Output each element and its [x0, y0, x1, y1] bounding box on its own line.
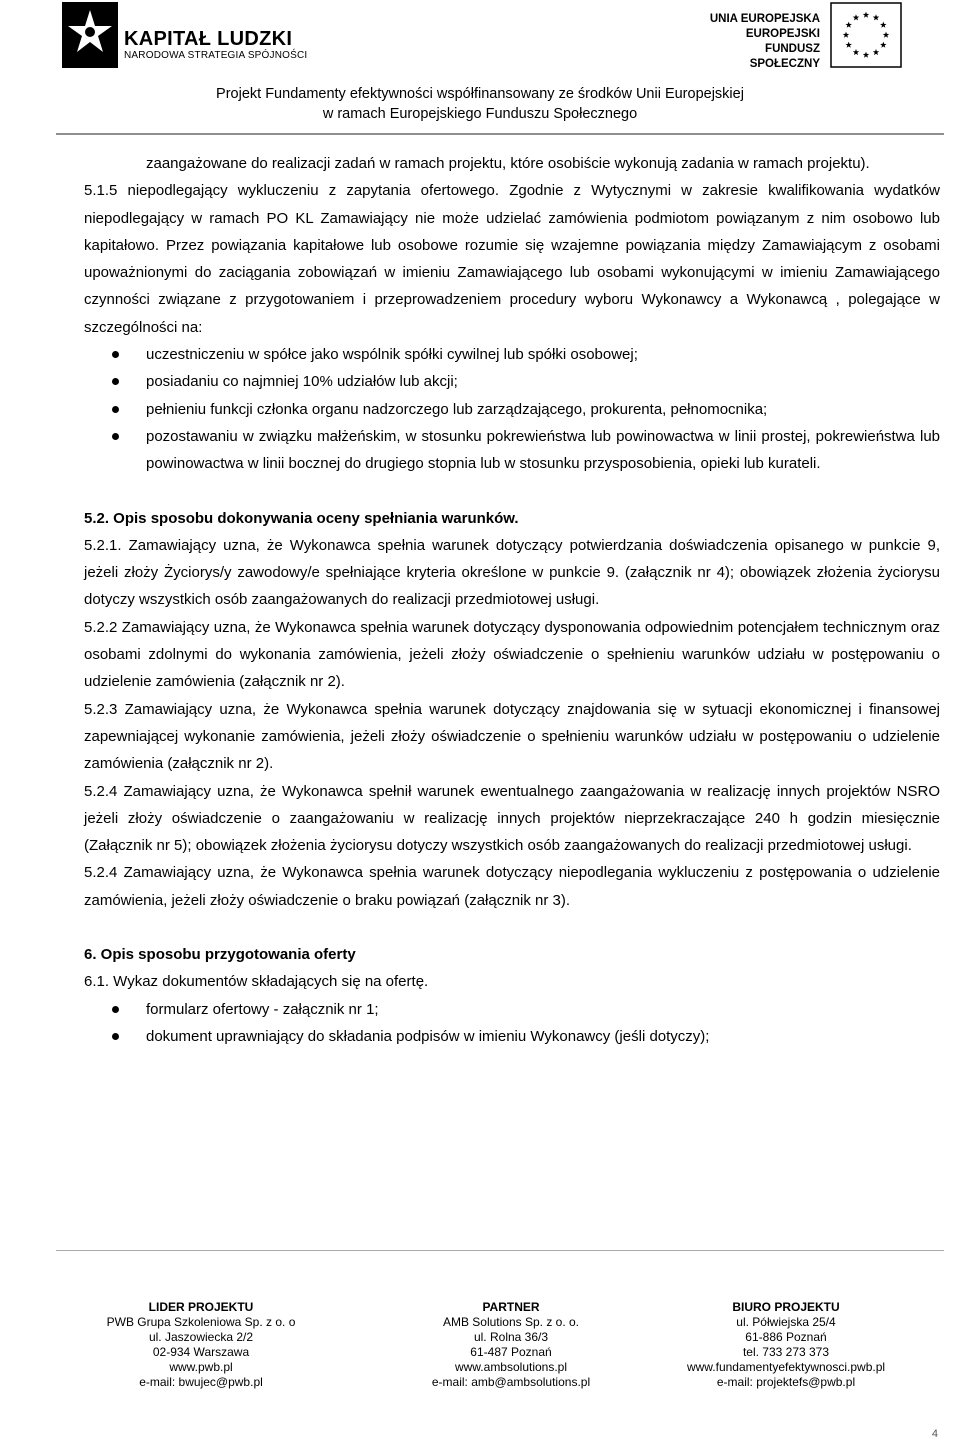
kapital-ludzki-text	[124, 28, 307, 62]
footer-email-link[interactable]: e-mail: amb@ambsolutions.pl	[431, 1375, 591, 1389]
footer-biuro-projektu	[676, 1300, 896, 1390]
footer-company: AMB Solutions Sp. z o. o.	[442, 1315, 580, 1329]
paragraph-5-2-1: 5.2.1. Zamawiający uzna, że Wykonawca spełnia warunek dotyczący potwierdzania doświadczenia opisanego w punkcie 9, jeżeli złoży Życiorys/y zawodowy/e spełniające kryteria określone w punkcie 9. (załącznik nr 4); obowiązek złożenia życiorysu dotyczy wszystkich osób zaangażowanych do realizacji przedmiotowej usługi.	[84, 536, 940, 609]
paragraph-continuation: zaangażowane do realizacji zadań w ramach projektu, które osobiście wykonują zadania w ramach projektu).	[146, 155, 870, 172]
footer-city: 61-487 Poznań	[470, 1345, 552, 1359]
footer-email-link[interactable]: e-mail: projektefs@pwb.pl	[716, 1375, 856, 1389]
footer-divider	[56, 1250, 944, 1251]
bullet-icon	[112, 433, 119, 440]
spacer	[84, 478, 940, 505]
footer-lider-projektu	[96, 1300, 306, 1390]
eu-flag-icon	[830, 2, 902, 68]
ue-line-3: FUNDUSZ SPOŁECZNY	[749, 43, 820, 70]
footer-website-link[interactable]: www.pwb.pl	[169, 1360, 233, 1374]
footer-street: ul. Półwiejska 25/4	[736, 1315, 836, 1329]
bullet-icon	[112, 351, 119, 358]
paragraph-6-1: 6.1. Wykaz dokumentów składających się na ofertę.	[84, 973, 429, 991]
footer-email-link[interactable]: e-mail: bwujec@pwb.pl	[139, 1375, 263, 1389]
kapital-ludzki-star-icon	[62, 2, 118, 68]
footer-city: 02-934 Warszawa	[152, 1345, 250, 1359]
list-item-text: uczestniczeniu w spółce jako wspólnik spółki cywilnej lub spółki osobowej;	[146, 346, 638, 364]
heading-6: 6. Opis sposobu przygotowania oferty	[84, 946, 356, 964]
bullet-icon	[112, 378, 119, 385]
paragraph-5-2-4-b: 5.2.4 Zamawiający uzna, że Wykonawca spełnia warunek dotyczący niepodlegania wykluczeniu z postępowania o udzielenie zamówienia, jeżeli złoży oświadczenie o braku powiązań (załącznik nr 3).	[84, 864, 940, 909]
paragraph-5-2-2: 5.2.2 Zamawiający uzna, że Wykonawca spełnia warunek dotyczący dysponowania odpowiednim potencjałem technicznym oraz osobami zdolnymi do wykonania zamówienia, jeżeli złoży oświadczenie o spełnieniu warunków udziału w postępowaniu o udzielenie zamówienia (załącznik nr 2).	[84, 618, 940, 691]
kapital-ludzki-name: KAPITAŁ LUDZKI	[124, 28, 293, 50]
paragraph-5-1-5: 5.1.5 niepodlegający wykluczeniu z zapytania ofertowego. Zgodnie z Wytycznymi w zakresie kwalifikowania wydatków niepodlegający w ramach PO KL Zamawiający nie może udzielać zamówienia podmiotom powiązanym z nim osobowo lub kapitałowo. Przez powiązania kapitałowe lub osobowe rozumie się wzajemne powiązania między Zamawiającym z osobami upoważnionymi do zaciągania zobowiązań w imieniu Zamawiającego lub osobami wykonującymi w imieniu Zamawiającego czynności związane z przygotowaniem i przeprowadzeniem procedury wyboru Wykonawcy a Wykonawcą , polegające w szczególności na:	[84, 182, 940, 336]
paragraph-5-2-3: 5.2.3 Zamawiający uzna, że Wykonawca spełnia warunek dotyczący znajdowania się w sytuacji ekonomicznej i finansowej zapewniającej wykonanie zamówienia, jeżeli złoży oświadczenie o spełnieniu warunków udziału w postępowaniu o udzielenie zamówienia (załącznik nr 2).	[84, 700, 940, 773]
bullet-icon	[112, 406, 119, 413]
footer-col-title: PARTNER	[482, 1300, 540, 1314]
list-item-text: posiadaniu co najmniej 10% udziałów lub akcji;	[146, 373, 458, 391]
footer-col-title: BIURO PROJEKTU	[732, 1300, 840, 1314]
ue-line-2: EUROPEJSKI	[745, 28, 820, 40]
list-item	[84, 1023, 940, 1050]
list-item	[84, 341, 940, 368]
bullet-icon	[112, 1006, 119, 1013]
heading-5-2: 5.2. Opis sposobu dokonywania oceny spełniania warunków.	[84, 509, 519, 527]
footer-city: 61-886 Poznań	[745, 1330, 827, 1344]
footer-street: ul. Rolna 36/3	[473, 1330, 549, 1344]
list-item-text: dokument uprawniający do składania podpisów w imieniu Wykonawcy (jeśli dotyczy);	[146, 1027, 710, 1045]
footer-partner	[406, 1300, 616, 1390]
footer-phone: tel. 733 273 373	[742, 1345, 830, 1359]
document-body	[84, 150, 940, 1050]
kapital-ludzki-logo	[62, 2, 392, 72]
page-header	[0, 0, 960, 132]
spacer	[84, 914, 940, 941]
footer-website-link[interactable]: www.ambsolutions.pl	[454, 1360, 568, 1374]
page-number: 4	[931, 1428, 938, 1440]
unia-europejska-logo	[704, 2, 904, 72]
bullet-icon	[112, 1033, 119, 1040]
paragraph-5-2-4-a: 5.2.4 Zamawiający uzna, że Wykonawca spełnił warunek ewentualnego zaangażowania w realizację innych projektów NSRO jeżeli złoży oświadczenie o zaangażowaniu w realizację innych projektów nieprzekraczające 240 h godzin miesięcznie (Załącznik nr 5); obowiązek złożenia życiorysu dotyczy wszystkich osób zaangażowanych do realizacji przedmiotowej usługi.	[84, 782, 940, 855]
project-title-text-1: Projekt Fundamenty efektywności współfinansowany ze środków Unii Europejskiej	[216, 86, 744, 102]
footer-street: ul. Jaszowiecka 2/2	[148, 1330, 254, 1344]
bullet-list-dokumenty	[84, 996, 940, 1051]
list-item	[84, 396, 940, 423]
list-item	[84, 423, 940, 478]
footer-col-title: LIDER PROJEKTU	[148, 1300, 254, 1314]
bullet-list-powiazania	[84, 341, 940, 477]
list-item-text: formularz ofertowy - załącznik nr 1;	[146, 1000, 379, 1018]
footer-website-link[interactable]: www.fundamentyefektywnosci.pwb.pl	[686, 1360, 886, 1374]
footer-company: PWB Grupa Szkoleniowa Sp. z o. o	[106, 1315, 296, 1329]
ue-logo-text	[704, 12, 820, 72]
header-divider	[56, 133, 944, 135]
kapital-ludzki-subtitle: NARODOWA STRATEGIA SPÓJNOŚCI	[124, 50, 308, 61]
project-title-line-2	[0, 106, 960, 122]
list-item	[84, 996, 940, 1023]
project-title-text-2: w ramach Europejskiego Funduszu Społecznego	[322, 106, 638, 122]
project-title-line-1	[0, 86, 960, 102]
list-item-text: pełnieniu funkcji członka organu nadzorczego lub zarządzającego, prokurenta, pełnomocnika;	[146, 400, 768, 418]
list-item	[84, 368, 940, 395]
list-item-text: pozostawaniu w związku małżeńskim, w stosunku pokrewieństwa lub powinowactwa w linii prostej, pokrewieństwa lub powinowactwa w linii bocznej do drugiego stopnia lub w stosunku przysposobienia, opieki lub kurateli.	[146, 427, 940, 473]
ue-line-1: UNIA EUROPEJSKA	[709, 13, 820, 25]
